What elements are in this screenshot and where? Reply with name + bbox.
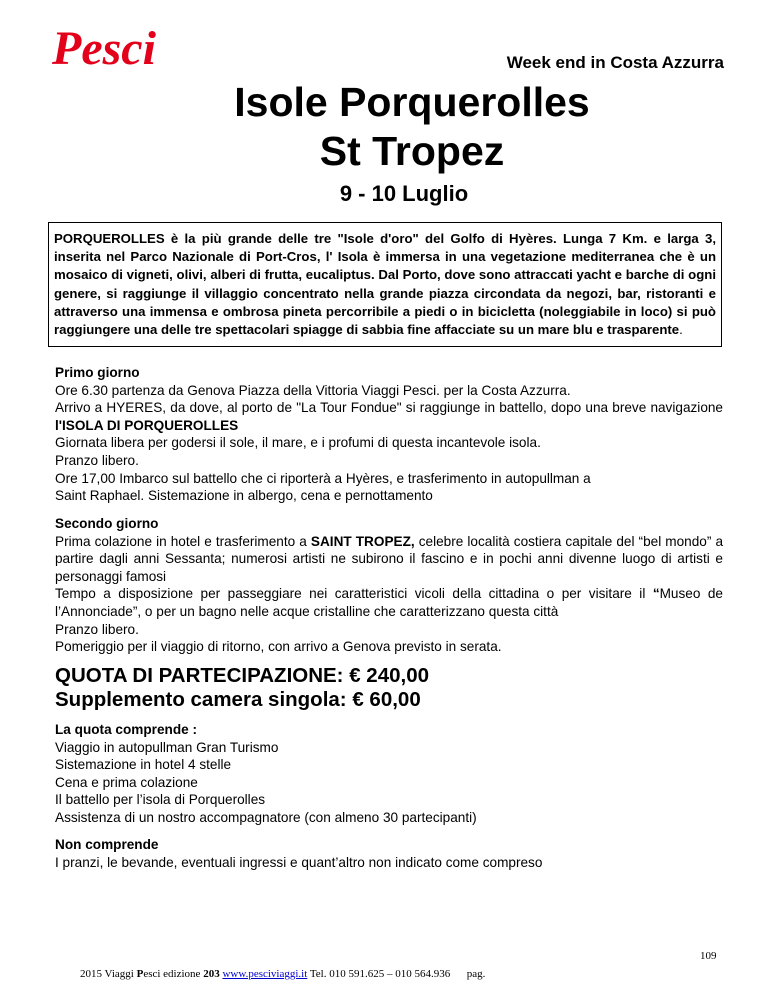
- pesci-logo: [52, 20, 182, 75]
- day-1-heading: Primo giorno: [55, 365, 140, 380]
- page-title: [0, 78, 768, 176]
- website-link[interactable]: www.pesciviaggi.it: [222, 968, 308, 980]
- intro-text: PORQUEROLLES è la più grande delle tre "Isole d'oro" del Golfo di Hyères. Lunga 7 Km. e larga 3, inserita nel Parco Nazionale di Port-Cros, l' Isola è immersa in una vegetazione mediterranea che è un mosaico di vigneti, olivi, alberi di frutta, eucaliptus. Dal Porto, dove sono attraccati yacht e barche di ogni genere, si raggiunge il villaggio concentrato nella grande piazza circondata da negozi, bar, ristoranti e attraverso una immensa e ombrosa pineta percorribile a piedi o in bicicletta (noleggiabile in loco) si può raggiungere una delle tre spettacolari spiagge di sabbia fine affacciate su un mare blu e trasparente: [54, 231, 716, 338]
- footer: 2015 Viaggi Pesci edizione 203 www.pesciviaggi.it Tel. 010 591.625 – 010 564.936 pag.: [80, 968, 486, 980]
- day-1-section: Primo giorno Ore 6.30 partenza da Genova Piazza della Vittoria Viaggi Pesci. per la Costa Azzurra. Arrivo a HYERES, da dove, al porto de "La Tour Fondue" si raggiunge in battello, dopo una breve navigazione l'ISOLA DI PORQUEROLLES Giornata libera per godersi il sole, il mare, e i profumi di questa incantevole isola. Pranzo libero. Ore 17,00 Imbarco sul battello che ci riporterà a Hyères, e trasferimento in autopullman a Saint Raphael. Sistemazione in albergo, cena e pernottamento: [55, 365, 723, 504]
- page-number: 109: [700, 950, 717, 962]
- excludes-heading: Non comprende: [55, 837, 159, 852]
- title-line-1: Isole Porquerolles: [234, 79, 590, 125]
- price-quota: QUOTA DI PARTECIPAZIONE: € 240,00: [55, 664, 430, 687]
- day-2-heading: Secondo giorno: [55, 516, 159, 531]
- list-item: Cena e prima colazione: [55, 774, 198, 790]
- excludes-text: I pranzi, le bevande, eventuali ingressi e quant’altro non indicato come compreso: [55, 854, 543, 870]
- price-block: [55, 664, 429, 712]
- includes-section: [55, 721, 723, 827]
- price-supplement: Supplemento camera singola: € 60,00: [55, 688, 421, 711]
- title-line-2: St Tropez: [319, 128, 505, 174]
- list-item: Il battello per l’isola di Porquerolles: [55, 792, 266, 808]
- list-item: Assistenza di un nostro accompagnatore (con almeno 30 partecipanti): [55, 809, 477, 825]
- intro-box: PORQUEROLLES è la più grande delle tre "Isole d'oro" del Golfo di Hyères. Lunga 7 Km. e larga 3, inserita nel Parco Nazionale di Port-Cros, l' Isola è immersa in una vegetazione mediterranea che è un mosaico di vigneti, olivi, alberi di frutta, eucaliptus. Dal Porto, dove sono attraccati yacht e barche di ogni genere, si raggiunge il villaggio concentrato nella grande piazza circondata da negozi, bar, ristoranti e attraverso una immensa e ombrosa pineta percorribile a piedi o in bicicletta (noleggiabile in loco) si può raggiungere una delle tre spettacolari spiagge di sabbia fine affacciate su un mare blu e trasparente.: [48, 222, 722, 347]
- tagline: Week end in Costa Azzurra: [506, 53, 724, 72]
- excludes-section: [55, 836, 723, 871]
- includes-heading: La quota comprende :: [55, 722, 197, 737]
- list-item: Viaggio in autopullman Gran Turismo: [55, 739, 279, 755]
- list-item: Sistemazione in hotel 4 stelle: [55, 757, 232, 773]
- svg-text:Pesci: Pesci: [52, 22, 156, 75]
- trip-dates: 9 - 10 Luglio: [339, 181, 469, 206]
- day-2-section: Secondo giorno Prima colazione in hotel e trasferimento a SAINT TROPEZ, celebre località costiera capitale del “bel mondo” a partire dagli anni Sessanta; numerosi artisti ne subirono il fascino e in pochi anni divenne luogo di artisti e personaggi famosi Tempo a disposizione per passeggiare nei caratteristici vicoli della cittadina o per visitare il “Museo de l’Annonciade”, o per un bagno nelle acque cristalline che caratterizzano questa città Pranzo libero. Pomeriggio per il viaggio di ritorno, con arrivo a Genova previsto in serata.: [55, 516, 724, 655]
